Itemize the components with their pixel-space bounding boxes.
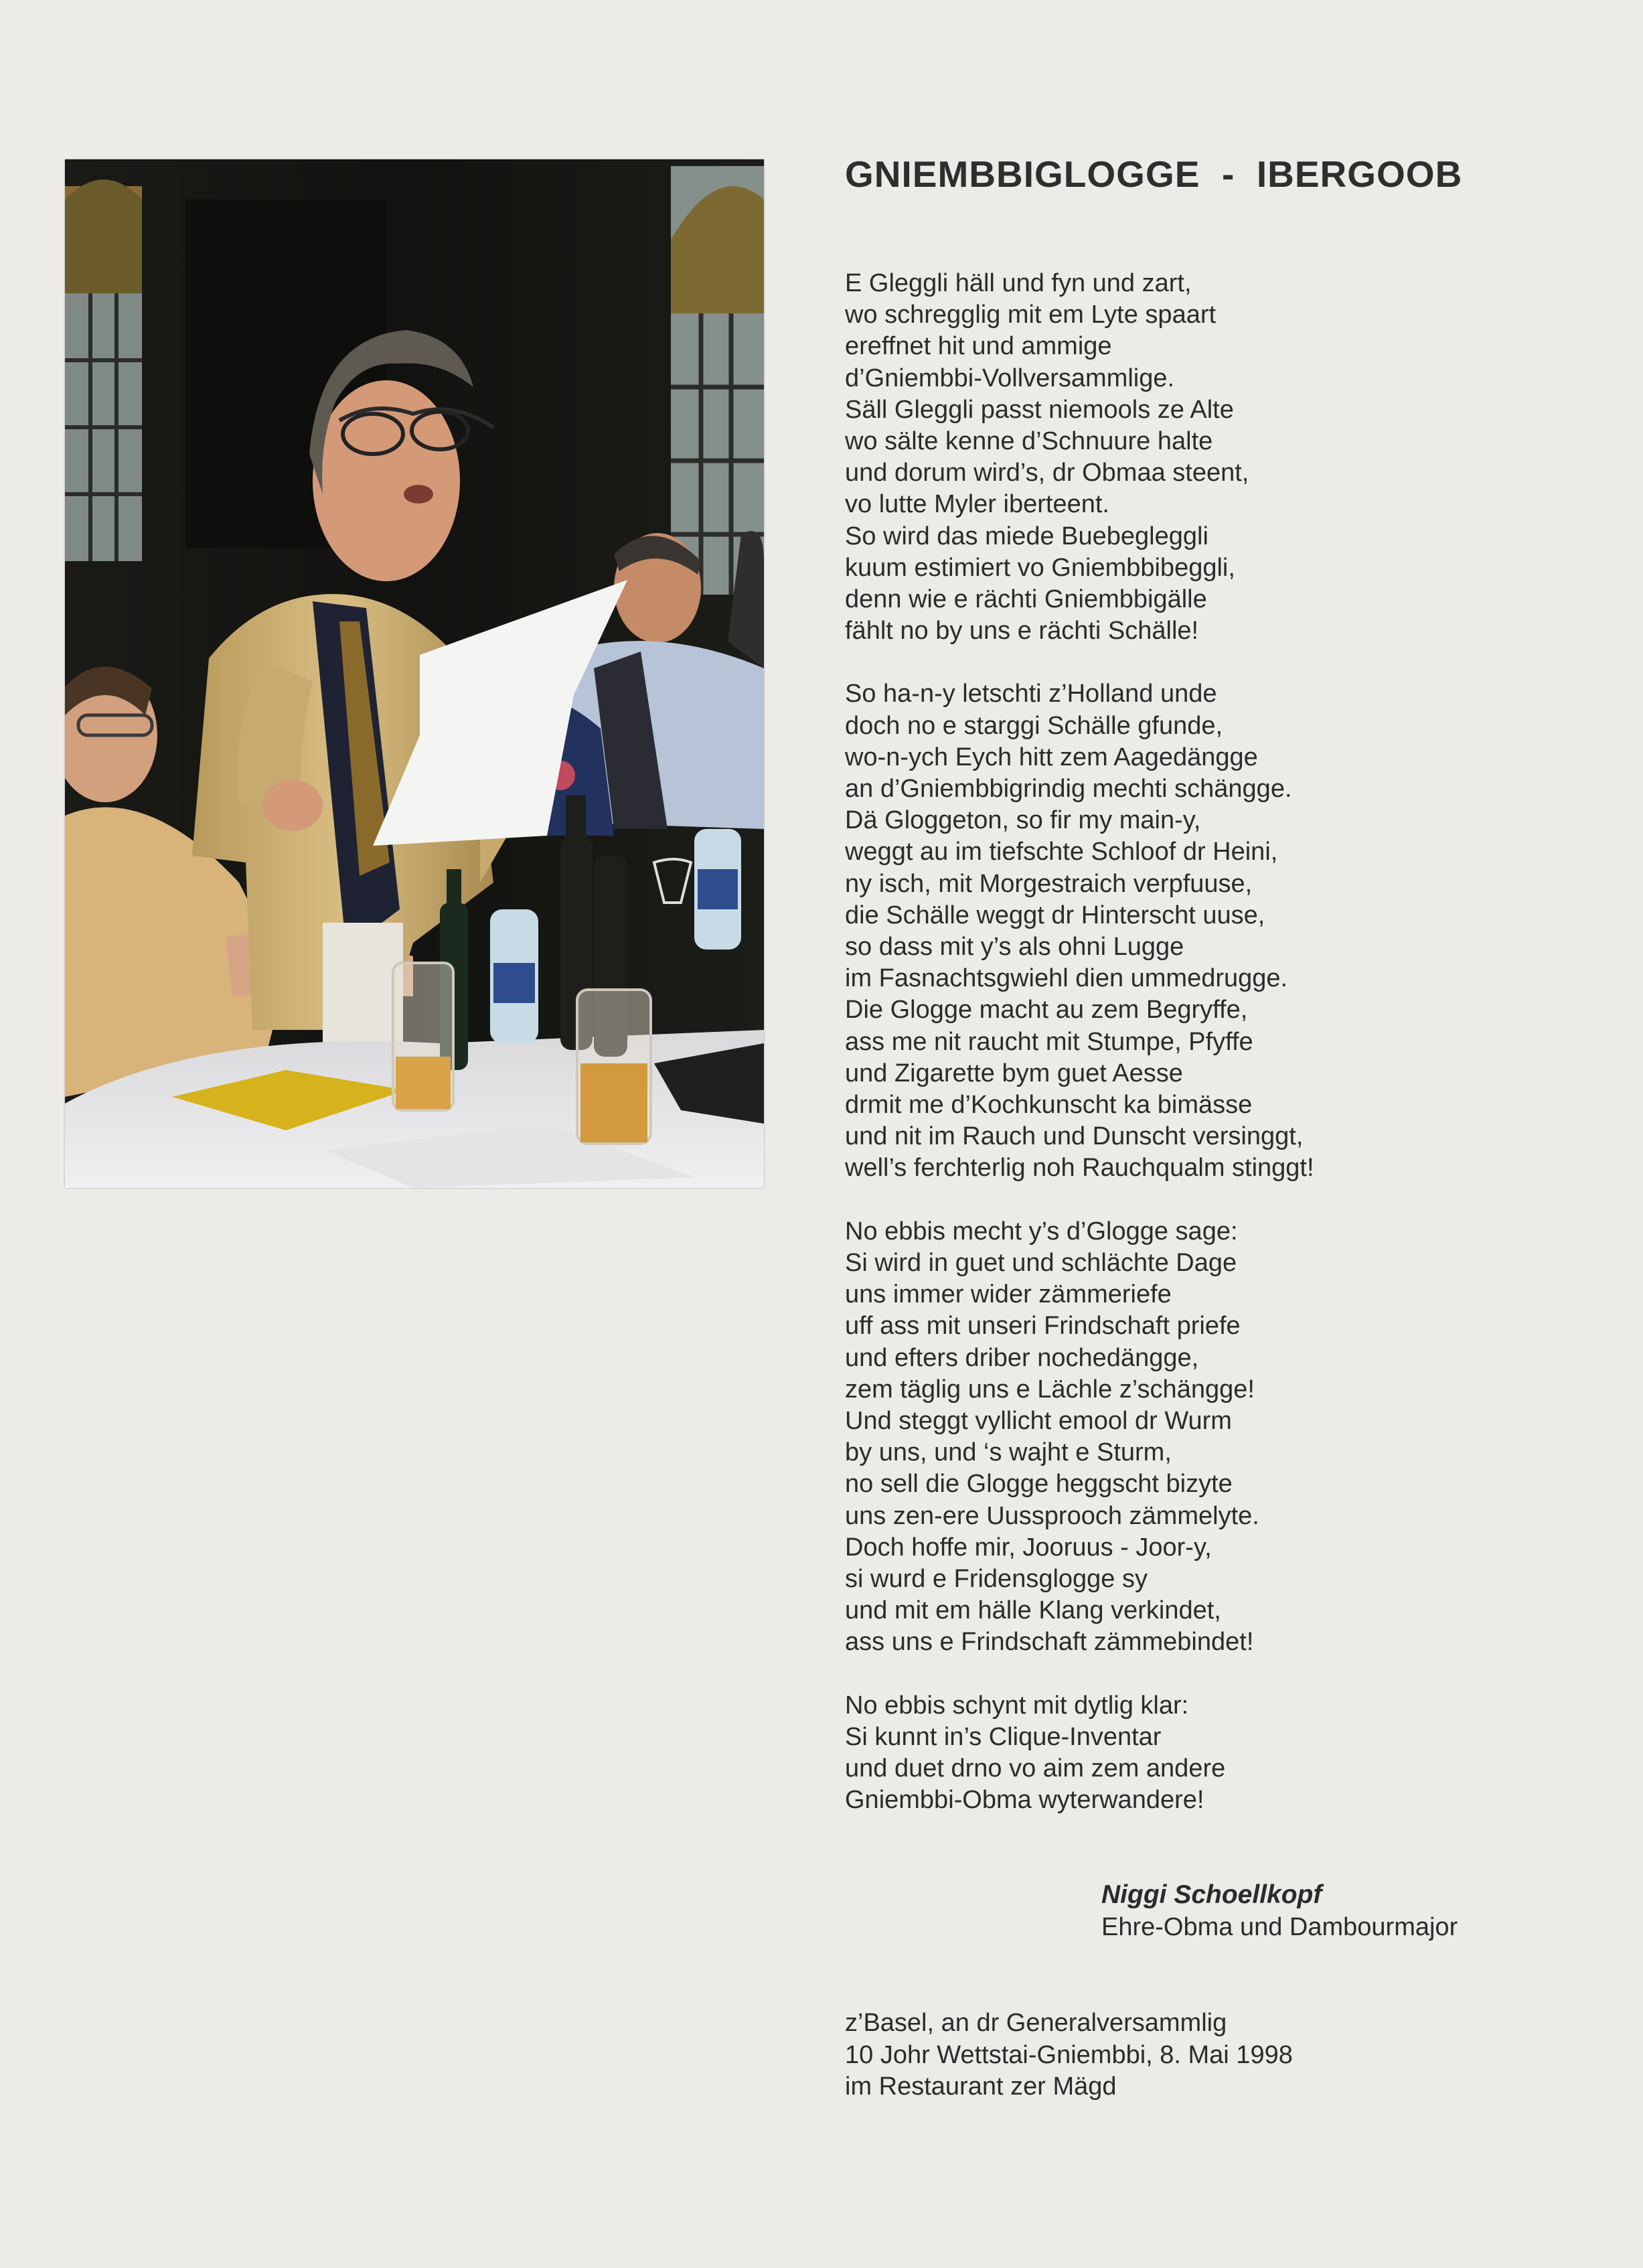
poem-line: uns zen-ere Uussprooch zämmelyte.: [845, 1501, 1259, 1530]
poem-line: si wurd e Fridensglogge sy: [845, 1564, 1148, 1593]
poem-line: ass me nit raucht mit Stumpe, Pfyffe: [845, 1027, 1253, 1056]
poem-line: Die Glogge macht au zem Begryffe,: [845, 996, 1248, 1025]
poem-line: kuum estimiert vo Gniembbibeggli,: [845, 553, 1235, 582]
footer-line: 10 Johr Wettstai-Gniembbi, 8. Mai 1998: [845, 2040, 1293, 2069]
signature-block: [1101, 1879, 1458, 1943]
poem-line: Dä Gloggeton, so fir my main-y,: [845, 806, 1201, 835]
poem-line: und dorum wird’s, dr Obmaa steent,: [845, 459, 1249, 487]
poem-line: Und steggt vyllicht emool dr Wurm: [845, 1406, 1232, 1435]
poem: [845, 268, 1615, 1847]
poem-line: Si kunnt in’s Clique-Inventar: [845, 1722, 1162, 1751]
poem-line: und duet drno vo aim zem andere: [845, 1754, 1226, 1783]
poem-line: d’Gniembbi-Vollversammlige.: [845, 364, 1175, 392]
poem-line: und nit im Rauch und Dunscht versinggt,: [845, 1122, 1304, 1151]
poem-line: No ebbis schynt mit dytlig klar:: [845, 1691, 1189, 1720]
poem-line: E Gleggli häll und fyn und zart,: [845, 269, 1192, 297]
poem-line: ereffnet hit und ammige: [845, 332, 1112, 361]
poem-line: by uns, und ‘s wajht e Sturm,: [845, 1438, 1172, 1467]
poem-line: Säll Gleggli passt niemools ze Alte: [845, 395, 1234, 424]
poem-line: wo-n-ych Eych hitt zem Aagedängge: [845, 743, 1258, 771]
poem-line: Si wird in guet und schlächte Dage: [845, 1248, 1237, 1277]
poem-line: well’s ferchterlig noh Rauchqualm stinggt!: [845, 1154, 1314, 1183]
author-name: Niggi Schoellkopf: [1101, 1880, 1322, 1909]
right-window: [671, 166, 764, 595]
poem-line: So wird das miede Buebegleggli: [845, 522, 1208, 550]
poem-line: wo schregglig mit em Lyte spaart: [845, 301, 1217, 329]
poem-line: drmit me d’Kochkunscht ka bimässe: [845, 1091, 1253, 1120]
poem-line: uns immer wider zämmeriefe: [845, 1280, 1172, 1309]
poem-line: zem täglig uns e Lächle z’schängge!: [845, 1375, 1255, 1404]
page-title: GNIEMBBIGLOGGE - IBERGOOB: [845, 153, 1463, 195]
poem-line: und mit em hälle Klang verkindet,: [845, 1596, 1221, 1625]
photo-illustration: [65, 159, 764, 1188]
poem-line: und efters driber nochedängge,: [845, 1343, 1199, 1372]
poem-line: no sell die Glogge heggscht bizyte: [845, 1470, 1233, 1499]
poem-line: uff ass mit unseri Frindschaft priefe: [845, 1312, 1241, 1341]
left-window: [65, 179, 142, 561]
poem-line: weggt au im tiefschte Schloof dr Heini,: [845, 838, 1278, 866]
poem-line: vo lutte Myler iberteent.: [845, 490, 1109, 519]
footer-line: im Restaurant zer Mägd: [845, 2072, 1117, 2101]
poem-line: Gniembbi-Obma wyterwandere!: [845, 1786, 1204, 1815]
stanza-4: [845, 1690, 1615, 1817]
poem-line: ass uns e Frindschaft zämmebindet!: [845, 1628, 1254, 1657]
photo-man-reading-speech: [65, 159, 764, 1188]
poem-line: im Fasnachtsgwiehl dien ummedrugge.: [845, 964, 1288, 993]
poem-line: so dass mit y’s als ohni Lugge: [845, 933, 1184, 962]
poem-line: fählt no by uns e rächti Schälle!: [845, 617, 1199, 646]
poem-line: ny isch, mit Morgestraich verpfuuse,: [845, 869, 1253, 898]
poem-line: wo sälte kenne d’Schnuure halte: [845, 427, 1213, 456]
poem-line: und Zigarette bym guet Aesse: [845, 1059, 1183, 1087]
poem-line: denn wie e rächti Gniembbigälle: [845, 585, 1207, 614]
poem-line: Doch hoffe mir, Jooruus - Joor-y,: [845, 1533, 1212, 1562]
stanza-1: [845, 268, 1615, 647]
poem-line: die Schälle weggt dr Hinterscht uuse,: [845, 901, 1265, 929]
stanza-2: [845, 678, 1615, 1184]
footer-line: z’Basel, an dr Generalversammlig: [845, 2009, 1227, 2037]
poem-line: an d’Gniembbigrindig mechti schängge.: [845, 775, 1292, 804]
poem-line: doch no e starggi Schälle gfunde,: [845, 711, 1223, 740]
footer-note: [845, 2008, 1293, 2103]
poem-line: No ebbis mecht y’s d’Glogge sage:: [845, 1217, 1238, 1245]
poem-line: So ha-n-y letschti z’Holland unde: [845, 680, 1217, 708]
stanza-3: [845, 1216, 1615, 1659]
author-role: Ehre-Obma und Dambourmajor: [1101, 1913, 1458, 1941]
